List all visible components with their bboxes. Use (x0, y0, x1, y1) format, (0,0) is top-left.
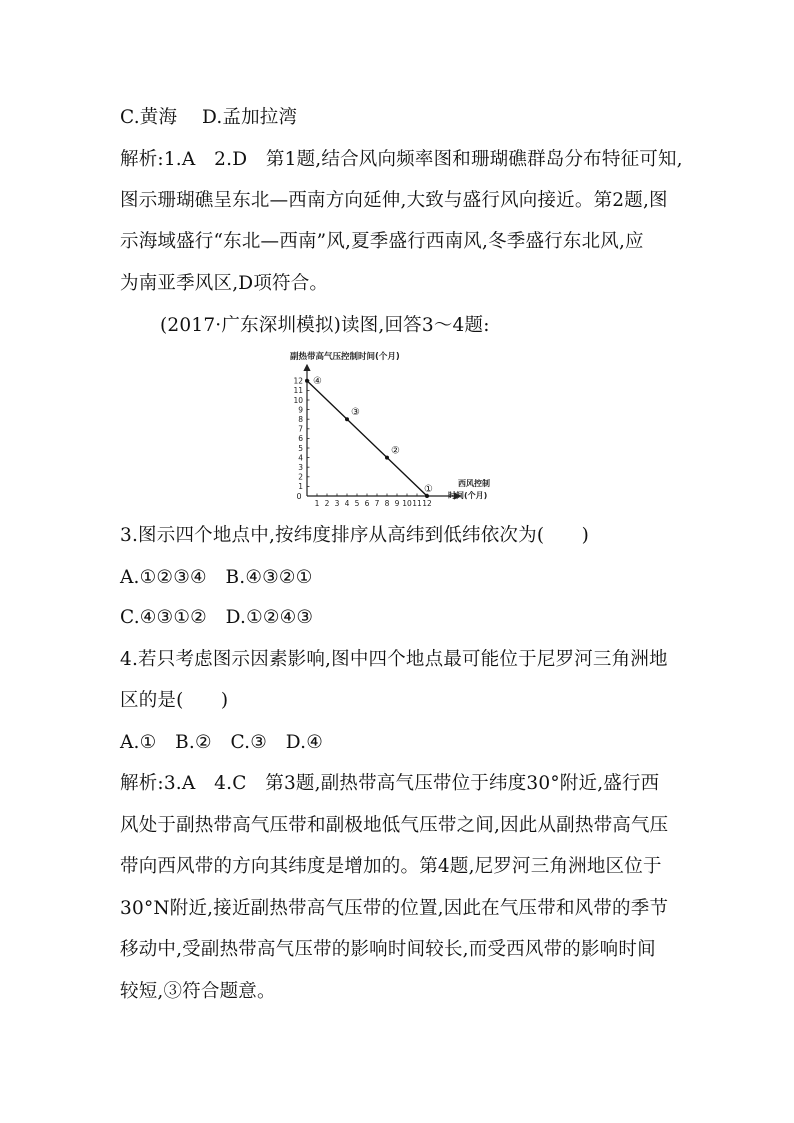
x-tick-label-4: 4 (344, 499, 350, 508)
analysis-paragraph-1-line-4: 为南亚季风区,D项符合。 (120, 273, 329, 294)
origin-label: 0 (296, 492, 302, 501)
y-tick-label-6: 6 (298, 434, 303, 444)
y-tick-label-10: 10 (293, 395, 303, 405)
question-3-stem: 3.图示四个地点中,按纬度排序从高纬到低纬依次为( ) (120, 525, 590, 546)
question-4-stem-line-2: 区的是( ) (120, 690, 229, 711)
analysis-paragraph-1-line-3: 示海域盛行“东北—西南”风,夏季盛行西南风,冬季盛行东北风,应 (120, 231, 644, 252)
y-tick-label-7: 7 (298, 424, 303, 434)
analysis-paragraph-2-line-5: 移动中,受副热带高气压带的影响时间较长,而受西风带的影响时间 (120, 939, 656, 960)
y-tick-label-2: 2 (298, 472, 303, 482)
analysis-paragraph-1-line-2: 图示珊瑚礁呈东北—西南方向延伸,大致与盛行风向接近。第2题,图 (120, 190, 668, 211)
analysis-paragraph-2-line-4: 30°N附近,接近副热带高气压带的位置,因此在气压带和风带的季节 (120, 898, 669, 919)
x-axis-label-line-2: 时间(个月) (448, 491, 488, 500)
question-3-options-ab: A.①②③④ B.④③②① (120, 567, 313, 588)
data-point-3 (385, 456, 389, 460)
x-tick-label-3: 3 (334, 499, 340, 508)
y-tick-label-9: 9 (298, 405, 303, 415)
question-group-intro: (2017·广东深圳模拟)读图,回答3～4题: (160, 315, 490, 336)
chart-svg (270, 348, 510, 508)
question-4-stem-line-1: 4.若只考虑图示因素影响,图中四个地点最可能位于尼罗河三角洲地 (120, 649, 668, 670)
data-point-1 (305, 379, 309, 383)
analysis-paragraph-2-line-2: 风处于副热带高气压带和副极地低气压带之间,因此从副热带高气压 (120, 815, 669, 836)
question-4-options: A.① B.② C.③ D.④ (120, 732, 323, 753)
data-point-label-2: ③ (351, 407, 360, 419)
y-tick-label-4: 4 (298, 453, 303, 463)
y-tick-label-11: 11 (293, 386, 303, 396)
y-tick-label-8: 8 (298, 415, 303, 424)
x-tick-label-2: 2 (324, 499, 330, 508)
series-line (307, 381, 427, 496)
question-3-options-cd: C.④③①② D.①②④③ (120, 607, 314, 628)
analysis-paragraph-2-line-3: 带向西风带的方向其纬度是增加的。第4题,尼罗河三角洲地区位于 (120, 856, 662, 877)
x-tick-label-7: 7 (374, 499, 380, 508)
x-tick-label-8: 8 (384, 499, 390, 508)
analysis-paragraph-2-line-6: 较短,③符合题意。 (120, 981, 276, 1002)
analysis-paragraph-1-line-1: 解析:1.A 2.D 第1题,结合风向频率图和珊瑚礁群岛分布特征可知, (120, 149, 683, 170)
data-point-2 (345, 417, 349, 421)
x-tick-label-9: 9 (394, 499, 400, 508)
x-tick-label-12: 12 (422, 499, 432, 508)
x-axis-label-line-1: 西风控制 (458, 479, 490, 488)
x-tick-label-1: 1 (314, 499, 320, 508)
pressure-belt-chart (270, 348, 510, 508)
analysis-paragraph-2-line-1: 解析:3.A 4.C 第3题,副热带高气压带位于纬度30°附近,盛行西 (120, 773, 660, 794)
x-tick-label-5: 5 (354, 499, 360, 508)
x-tick-label-6: 6 (364, 499, 370, 508)
x-tick-label-10: 10 (402, 499, 412, 508)
answer-options-q2-cd: C.黄海 D.孟加拉湾 (120, 107, 298, 128)
data-point-label-4: ① (424, 484, 433, 495)
y-tick-label-3: 3 (298, 463, 303, 472)
y-axis-label: 副热带高气压控制时间(个月) (290, 352, 400, 362)
data-point-label-1: ④ (313, 375, 322, 387)
y-tick-label-1: 1 (298, 482, 303, 492)
x-tick-label-11: 11 (412, 499, 422, 508)
data-point-label-3: ② (391, 445, 400, 457)
y-tick-label-5: 5 (298, 443, 303, 453)
y-tick-label-12: 12 (293, 376, 303, 386)
